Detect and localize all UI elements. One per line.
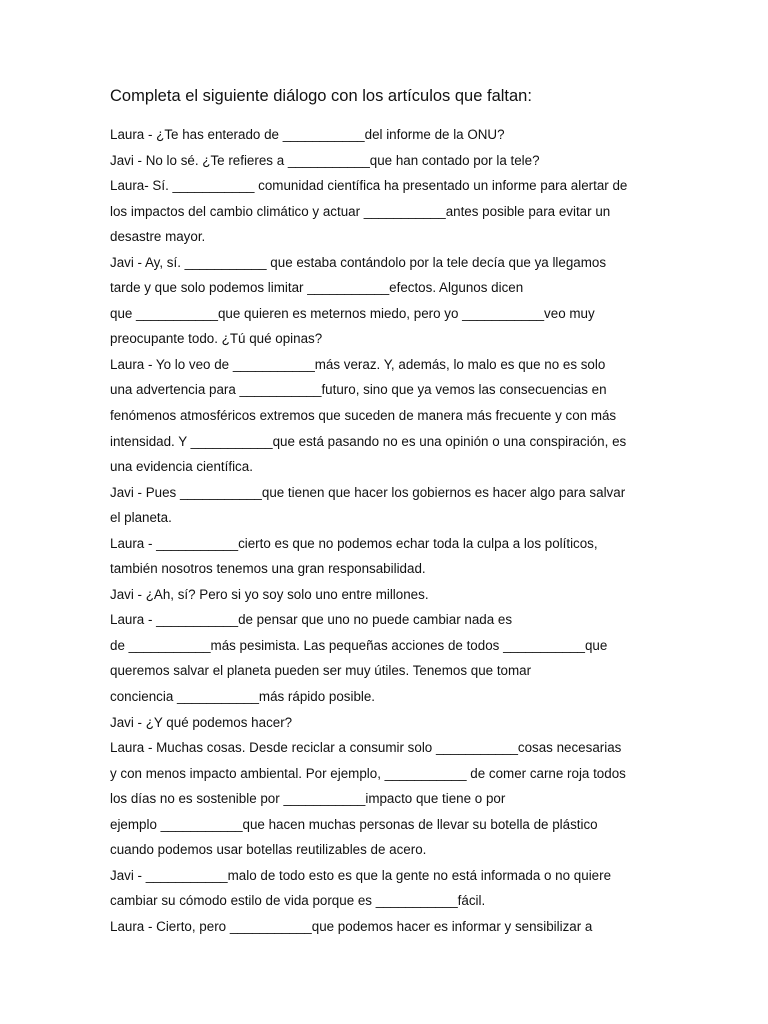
dialog-line: tarde y que solo podemos limitar ___________efectos. Algunos dicen [110, 280, 524, 296]
document-page [110, 86, 670, 940]
dialog-line: el planeta. [110, 510, 172, 526]
dialog-line: Laura - Muchas cosas. Desde reciclar a consumir solo ___________cosas necesarias [110, 740, 622, 756]
dialog-line: los impactos del cambio climático y actuar ___________antes posible para evitar un [110, 203, 611, 219]
dialog-line: Laura - Yo lo veo de ___________más veraz. Y, además, lo malo es que no es solo [110, 356, 606, 372]
dialog-text [110, 122, 670, 940]
dialog-line: también nosotros tenemos una gran responsabilidad. [110, 561, 426, 577]
dialog-line: Javi - ¿Y qué podemos hacer? [110, 714, 293, 730]
dialog-line: y con menos impacto ambiental. Por ejemplo, ___________ de comer carne roja todos [110, 765, 626, 781]
dialog-line: Laura - ___________cierto es que no podemos echar toda la culpa a los políticos, [110, 535, 598, 551]
dialog-line: Laura- Sí. ___________ comunidad científica ha presentado un informe para alertar de [110, 178, 628, 194]
dialog-line: Laura - Cierto, pero ___________que podemos hacer es informar y sensibilizar a [110, 918, 593, 934]
dialog-line: que ___________que quieren es meternos miedo, pero yo ___________veo muy [110, 305, 595, 321]
dialog-line: intensidad. Y ___________que está pasando no es una opinión o una conspiración, es [110, 433, 627, 449]
dialog-line: de ___________más pesimista. Las pequeñas acciones de todos ___________que [110, 637, 608, 653]
dialog-line: Javi - ¿Ah, sí? Pero si yo soy solo uno entre millones. [110, 586, 429, 602]
page-title: Completa el siguiente diálogo con los artículos que faltan: [110, 87, 532, 105]
dialog-line: conciencia ___________más rápido posible. [110, 689, 376, 705]
dialog-line: ejemplo ___________que hacen muchas personas de llevar su botella de plástico [110, 816, 598, 832]
dialog-line: fenómenos atmosféricos extremos que suceden de manera más frecuente y con más [110, 408, 617, 424]
dialog-line: una evidencia científica. [110, 459, 253, 475]
dialog-line: Javi - Ay, sí. ___________ que estaba contándolo por la tele decía que ya llegamos [110, 254, 607, 270]
dialog-line: Javi - ___________malo de todo esto es que la gente no está informada o no quiere [110, 867, 612, 883]
dialog-line: una advertencia para ___________futuro, sino que ya vemos las consecuencias en [110, 382, 607, 398]
dialog-line: Javi - No lo sé. ¿Te refieres a ___________que han contado por la tele? [110, 152, 540, 168]
dialog-line: cambiar su cómodo estilo de vida porque es ___________fácil. [110, 893, 486, 909]
dialog-line: Javi - Pues ___________que tienen que hacer los gobiernos es hacer algo para salvar [110, 484, 626, 500]
dialog-line: desastre mayor. [110, 229, 206, 245]
dialog-line: Laura - ¿Te has enterado de ___________del informe de la ONU? [110, 127, 505, 142]
dialog-line: cuando podemos usar botellas reutilizables de acero. [110, 842, 427, 858]
dialog-line: Laura - ___________de pensar que uno no puede cambiar nada es [110, 612, 513, 628]
dialog-line: los días no es sostenible por ___________impacto que tiene o por [110, 791, 506, 807]
dialog-line: preocupante todo. ¿Tú qué opinas? [110, 331, 323, 347]
dialog-line: queremos salvar el planeta pueden ser muy útiles. Tenemos que tomar [110, 663, 532, 679]
